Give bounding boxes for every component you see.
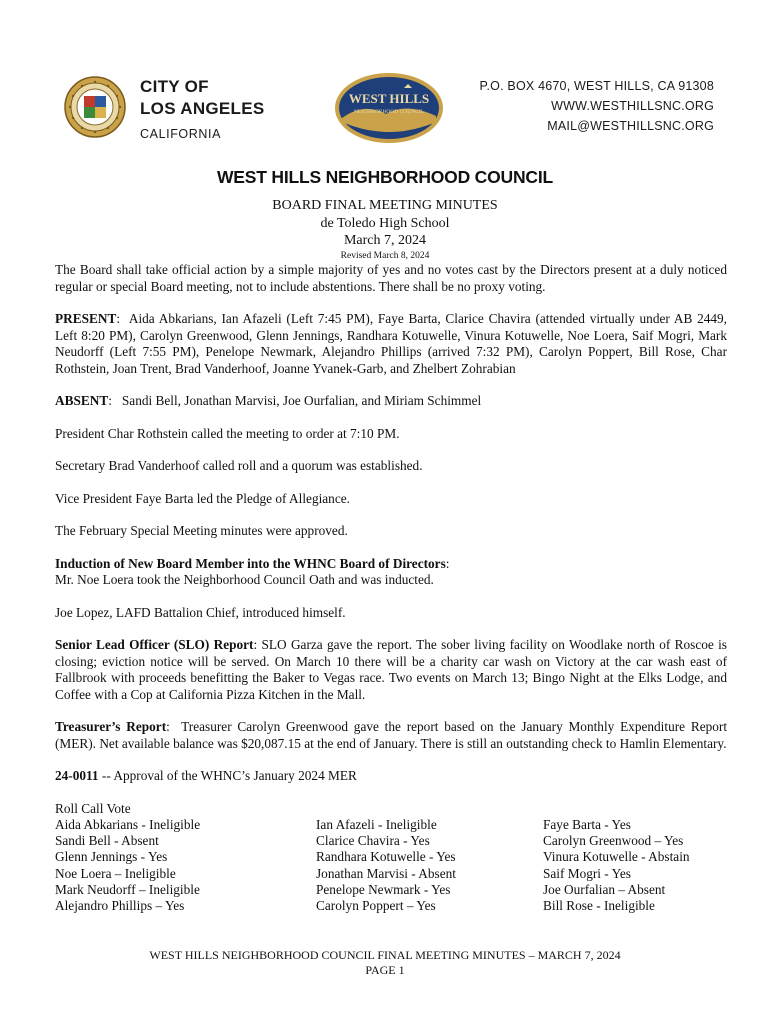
vote-entry: Carolyn Greenwood – Yes: [543, 833, 684, 849]
vote-column-2: [316, 817, 543, 915]
vote-column-3: [543, 817, 727, 915]
intro-paragraph: The Board shall take official action by a simple majority of yes and no votes cast by the Directors present at a duly noticed regular or special Board meeting, not to include abstentions. There shall be no proxy voting.: [55, 262, 727, 294]
meeting-date: March 7, 2024: [343, 233, 427, 248]
vote-entry: Randhara Kotuwelle - Yes: [316, 849, 456, 865]
city-seal-icon: [64, 76, 126, 138]
vote-entry: Joe Ourfalian – Absent: [543, 881, 666, 897]
west-hills-logo: [334, 72, 444, 144]
contact-block: [480, 76, 714, 136]
revised-date: Revised March 8, 2024: [340, 250, 430, 261]
roll-call-note: Secretary Brad Vanderhoof called roll and a quorum was established.: [55, 458, 423, 473]
treasurer-text: Treasurer Carolyn Greenwood gave the report based on the January Monthly Expenditure Report (MER). Net available balance was $20,087.15 at the end of January. There is still an outstanding check to Hamlin Elementary.: [55, 719, 728, 751]
present-label: PRESENT: [55, 311, 117, 326]
vote-entry: Glenn Jennings - Yes: [55, 849, 168, 865]
motion-text: -- Approval of the WHNC’s January 2024 MER: [101, 768, 357, 783]
council-title: WEST HILLS NEIGHBORHOOD COUNCIL: [216, 167, 554, 187]
roll-call-vote: [55, 817, 727, 915]
absent-label: ABSENT: [55, 393, 109, 408]
motion-line: [55, 768, 727, 785]
induction-heading: Induction of New Board Member into the WHNC Board of Directors: [55, 555, 446, 571]
logo-title: WEST HILLS: [348, 91, 430, 106]
meeting-location: de Toledo High School: [320, 215, 450, 231]
slo-section: Senior Lead Officer (SLO) Report: SLO Garza gave the report. The sober living facility on Woodlake north of Roscoe is closing; eviction notice will be served. On March 10 there will be a charity car wash on Victory at the car wash east of Fallbrook with proceeds benefitting the Baker to Vegas race. Two events on March 13; Bingo Night at the Elks Lodge, and Coffee with a Cop at California Pizza Kitchen in the Mall.: [55, 637, 727, 702]
page-footer: [0, 948, 770, 978]
motion-number: 24-0011: [55, 768, 99, 783]
city-name-block: [140, 76, 265, 145]
pledge-note: Vice President Faye Barta led the Pledge of Allegiance.: [55, 490, 350, 506]
vote-entry: Alejandro Phillips – Yes: [55, 898, 185, 914]
induction-text: Mr. Noe Loera took the Neighborhood Council Oath and was inducted.: [55, 572, 434, 587]
meeting-header: [0, 197, 770, 263]
absent-paragraph: ABSENT: Sandi Bell, Jonathan Marvisi, Joe Ourfalian, and Miriam Schimmel: [55, 393, 482, 408]
meeting-title: BOARD FINAL MEETING MINUTES: [272, 198, 498, 213]
logo-subtitle: NEIGHBORHOOD COUNCIL: [353, 109, 425, 115]
vote-entry: Sandi Bell - Absent: [55, 833, 159, 849]
lafd-note: Joe Lopez, LAFD Battalion Chief, introduced himself.: [55, 604, 346, 620]
website-link[interactable]: WWW.WESTHILLSNC.ORG: [551, 99, 714, 113]
vote-entry: Clarice Chavira - Yes: [316, 833, 430, 849]
address-text: P.O. BOX 4670, WEST HILLS, CA 91308: [479, 79, 714, 93]
vote-entry: Ian Afazeli - Ineligible: [316, 816, 437, 832]
slo-heading: Senior Lead Officer (SLO) Report: [55, 637, 254, 652]
minutes-approved-note: The February Special Meeting minutes were approved.: [55, 523, 348, 538]
city-line-1: CITY OF: [140, 77, 209, 96]
vote-entry: Vinura Kotuwelle - Abstain: [543, 849, 690, 865]
vote-entry: Aida Abkarians - Ineligible: [55, 816, 201, 832]
vote-entry: Bill Rose - Ineligible: [543, 898, 655, 914]
city-line-3: CALIFORNIA: [140, 127, 222, 141]
vote-entry: Jonathan Marvisi - Absent: [316, 865, 456, 881]
city-line-2: LOS ANGELES: [140, 99, 265, 118]
vote-entry: Penelope Newmark - Yes: [316, 881, 451, 897]
vote-heading: Roll Call Vote: [55, 800, 131, 816]
treasurer-section: Treasurer’s Report: Treasurer Carolyn Greenwood gave the report based on the January Monthly Expenditure Report (MER). Net available balance was $20,087.15 at the end of January. There is still an outstanding check to Hamlin Elementary.: [55, 719, 728, 751]
induction-section: Induction of New Board Member into the WHNC Board of Directors: Mr. Noe Loera took the Neighborhood Council Oath and was inducted.: [55, 555, 450, 587]
vote-entry: Saif Mogri - Yes: [543, 865, 631, 881]
footer-title: WEST HILLS NEIGHBORHOOD COUNCIL FINAL MEETING MINUTES – MARCH 7, 2024: [149, 948, 621, 962]
call-to-order: President Char Rothstein called the meeting to order at 7:10 PM.: [55, 425, 400, 441]
vote-entry: Mark Neudorff – Ineligible: [55, 881, 200, 897]
vote-column-1: [55, 817, 316, 915]
present-paragraph: PRESENT: Aida Abkarians, Ian Afazeli (Left 7:45 PM), Faye Barta, Clarice Chavira (attended virtually under AB 2449, Left 8:20 PM), Carolyn Greenwood, Glenn Jennings, Randhara Kotuwelle, Vinura Kotuwelle, Noe Loera, Saif Mogri, Mark Neudorff (Left 7:55 PM), Penelope Newmark, Alejandro Phillips (arrived 7:32 PM), Carolyn Poppert, Bill Rose, Char Rothstein, Joan Trent, Brad Vanderhoof, Joanne Yvanek-Garb, and Zhelbert Zohrabian: [55, 311, 728, 376]
present-list: Aida Abkarians, Ian Afazeli (Left 7:45 PM), Faye Barta, Clarice Chavira (attended virtually under AB 2449, Left 8:20 PM), Carolyn Greenwood, Glenn Jennings, Randhara Kotuwelle, Vinura Kotuwelle, Noe Loera, Saif Mogri, Mark Neudorff (Left 7:55 PM), Penelope Newmark, Alejandro Phillips (arrived 7:32 PM), Carolyn Poppert, Bill Rose, Char Rothstein, Joan Trent, Brad Vanderhoof, Joanne Yvanek-Garb, and Zhelbert Zohrabian: [55, 311, 728, 376]
email-link[interactable]: MAIL@WESTHILLSNC.ORG: [547, 119, 714, 133]
vote-entry: Carolyn Poppert – Yes: [316, 898, 436, 914]
minutes-body: [55, 262, 727, 915]
page-number: PAGE 1: [365, 963, 405, 977]
vote-entry: Faye Barta - Yes: [543, 816, 631, 832]
vote-entry: Noe Loera – Ineligible: [55, 865, 176, 881]
treasurer-heading: Treasurer’s Report: [55, 719, 167, 734]
absent-list: Sandi Bell, Jonathan Marvisi, Joe Ourfalian, and Miriam Schimmel: [121, 393, 482, 408]
slo-text: SLO Garza gave the report. The sober living facility on Woodlake north of Roscoe is closing; eviction notice will be served. On March 10 there will be a charity car wash on Victory at the car wash east of Fallbrook with proceeds benefitting the Baker to Vegas race. Two events on March 13; Bingo Night at the Elks Lodge, and Coffee with a Cop at California Pizza Kitchen in the Mall.: [55, 637, 727, 702]
